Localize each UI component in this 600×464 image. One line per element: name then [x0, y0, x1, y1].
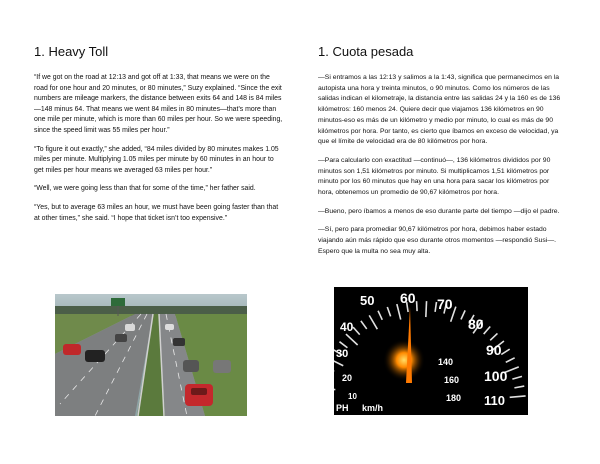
- english-column: [34, 44, 284, 232]
- speedo-unit-mph: PH: [336, 403, 349, 413]
- english-paragraph-1: “If we got on the road at 12:13 and got off at 1:33, that means we were on the road for one hour and 20 minutes, or 80 minutes,” Suzy explained. “Since the exit numbers are mileage markers, the distance between exits 64 and 148 is 84 miles—148 minus 64. That means we went 84 miles in 80 minutes—that’s more than one mile per minute, which is more than 60 miles per hour. So we were speeding, since the speed limit was 55 miles per hour.”: [34, 74, 283, 134]
- speedo-kmh-160: 160: [444, 375, 460, 385]
- speedo-num-50: 50: [360, 293, 375, 308]
- spanish-column: [318, 44, 566, 266]
- english-title: 1. Heavy Toll: [34, 44, 109, 59]
- speedometer-tick: [417, 301, 418, 311]
- speedo-num-90: 90: [486, 342, 502, 358]
- speedometer-photo: [334, 287, 528, 415]
- speedo-num-10: 10: [348, 392, 357, 401]
- speedo-num-60: 60: [400, 290, 416, 306]
- spanish-paragraph-4: —Sí, pero para promediar 90,67 kilómetros por hora, debimos haber estado viajando aún más rápido que eso durante otros momentos —respondió Susi—. Espero que la multa no sea muy alta.: [318, 226, 557, 255]
- speedo-num-30: 30: [336, 348, 349, 360]
- speedo-num-80: 80: [468, 316, 484, 332]
- spanish-paragraph-1: —Si entramos a las 12:13 y salimos a la 1:43, significa que permanecimos en la autopista una hora y treinta minutos, o 90 minutos. Como los números de las salidas indican el kilometraje, la distancia entre las salidas 24 y la 160 es de 136 kilómetros: 160 menos 24. Quiere decir que viajamos 136 kilómetros en 90 minutos-eso es más de un kilómetro y medio por minuto, lo cual es más de 90 kilómetros por hora. Por tanto, es cierto que íbamos en exceso de velocidad, ya que el límite de velocidad era de 80 kilómetros por hora.: [318, 74, 561, 146]
- spanish-paragraph-2: —Para calcularlo con exactitud —continuó—, 136 kilómetros divididos por 90 minutos son 1,51 kilómetros por minuto. Si multiplicamos 1,51 kilómetros por minuto por los 60 minutos que hay en una hora para sacar los kilómetros por hora, obtenemos un promedio de 90,67 kilómetros por hora.: [318, 156, 551, 197]
- speedo-num-100: 100: [484, 368, 508, 384]
- speedo-kmh-180: 180: [446, 393, 462, 403]
- speedo-num-110: 110: [484, 393, 505, 408]
- speedometer-tick: [426, 301, 427, 317]
- spanish-title: 1. Cuota pesada: [318, 44, 414, 59]
- highway-photo: [55, 294, 247, 416]
- english-paragraph-2: “To figure it out exactly,” she added, “84 miles divided by 80 minutes makes 1.05 miles per minute. Multiplying 1.05 miles per minute by 60 minutes in an hour to get miles per hour means we averaged 63 miles per hour.”: [34, 145, 279, 174]
- speedo-num-20: 20: [342, 373, 353, 383]
- speedo-num-70: 70: [437, 296, 453, 312]
- speedo-unit-kmh: km/h: [362, 403, 384, 413]
- speedometer-illustration: [334, 287, 528, 415]
- speedo-kmh-140: 140: [438, 357, 454, 367]
- speedo-num-40: 40: [340, 320, 354, 334]
- highway-illustration: [55, 294, 247, 416]
- english-paragraph-4: “Yes, but to average 63 miles an hour, we must have been going faster than that at other times,” she said. “I hope that ticket isn’t too expensive.”: [34, 203, 279, 222]
- spanish-paragraph-3: —Bueno, pero íbamos a menos de eso durante parte del tiempo —dijo el padre.: [318, 207, 560, 215]
- english-paragraph-3: “Well, we were going less than that for some of the time,” her father said.: [34, 185, 256, 193]
